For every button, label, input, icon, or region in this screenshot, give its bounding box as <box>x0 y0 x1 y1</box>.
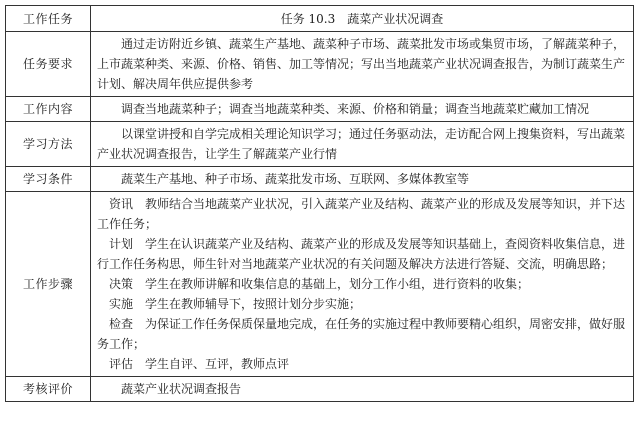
row-steps <box>6 192 634 377</box>
label-assessment: 考核评价 <box>6 377 91 402</box>
task-title: 任务 10.3 蔬菜产业状况调查 <box>91 6 634 32</box>
step-item: 评估 学生自评、互评，教师点评 <box>109 357 290 371</box>
step-item: 资讯 教师结合当地蔬菜产业状况，引入蔬菜产业及结构、蔬菜产业的形成及发展等知识，并下达工作任务； <box>97 197 626 231</box>
label-method: 学习方法 <box>6 122 91 167</box>
label-content: 工作内容 <box>6 97 91 122</box>
content-text: 调查当地蔬菜种子；调查当地蔬菜种类、来源、价格和销量；调查当地蔬菜贮藏加工情况 <box>91 97 634 122</box>
label-conditions: 学习条件 <box>6 167 91 192</box>
steps-cell <box>91 192 634 377</box>
label-task: 工作任务 <box>6 6 91 32</box>
assessment-text: 蔬菜产业状况调查报告 <box>91 377 634 402</box>
row-task <box>6 6 634 32</box>
row-assessment <box>6 377 634 402</box>
row-conditions <box>6 167 634 192</box>
row-requirements <box>6 32 634 97</box>
label-requirements: 任务要求 <box>6 32 91 97</box>
requirements-text: 通过走访附近乡镇、蔬菜生产基地、蔬菜种子市场、蔬菜批发市场或集贸市场，了解蔬菜种子，上市蔬菜种类、来源、价格、销售、加工等情况；写出当地蔬菜产业状况调查报告，为制订蔬菜生产计划、解决周年供应提供参考 <box>91 32 634 97</box>
step-item: 决策 学生在教师讲解和收集信息的基础上，划分工作小组，进行资料的收集； <box>109 277 530 291</box>
step-item: 计划 学生在认识蔬菜产业及结构、蔬菜产业的形成及发展等知识基础上，查阅资料收集信息，进行工作任务构思，师生针对当地蔬菜产业状况的有关问题及解决方法进行答疑、交流，明确思路； <box>97 237 626 271</box>
step-item: 检查 为保证工作任务保质保量地完成，在任务的实施过程中教师要精心组织，周密安排，做好服务工作； <box>97 317 626 351</box>
method-text: 以课堂讲授和自学完成相关理论知识学习；通过任务驱动法，走访配合网上搜集资料，写出蔬菜产业状况调查报告，让学生了解蔬菜产业行情 <box>91 122 634 167</box>
label-steps: 工作步骤 <box>6 192 91 377</box>
conditions-text: 蔬菜生产基地、种子市场、蔬菜批发市场、互联网、多媒体教室等 <box>91 167 634 192</box>
row-content <box>6 97 634 122</box>
task-table <box>5 5 634 402</box>
step-item: 实施 学生在教师辅导下，按照计划分步实施； <box>109 297 362 311</box>
row-method <box>6 122 634 167</box>
